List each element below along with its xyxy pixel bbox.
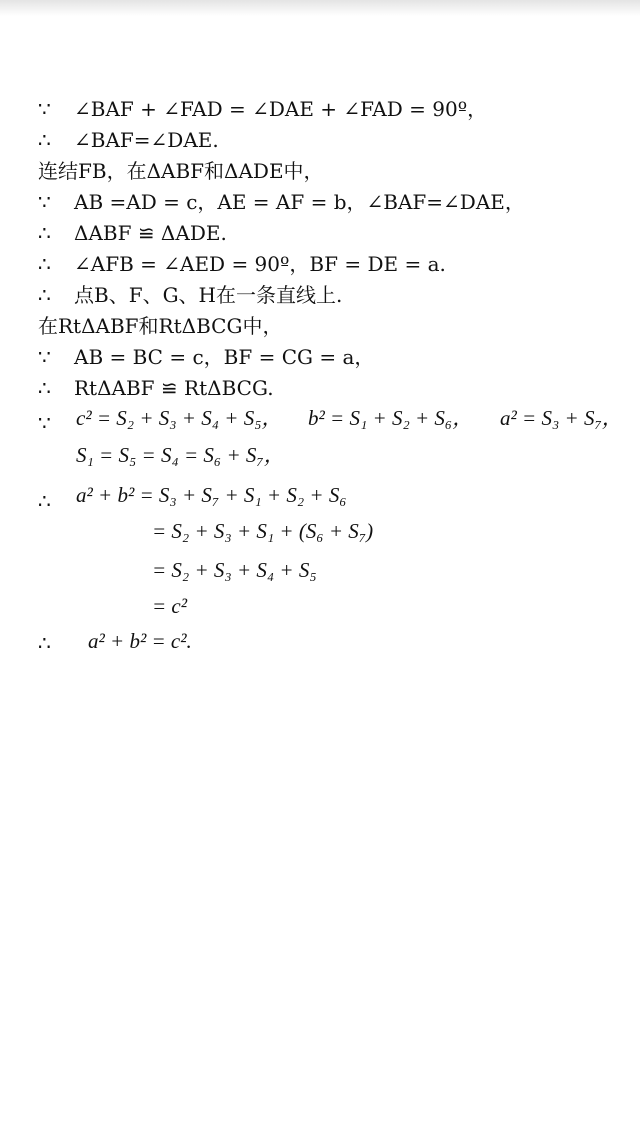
- line-text: AB = BC = c，BF = CG = a，: [74, 345, 375, 369]
- equation-b-squared: b² = S₁ + S₂ + S₆，: [308, 406, 474, 430]
- proof-line-3: [38, 156, 324, 186]
- therefore-symbol: ∴: [38, 283, 51, 307]
- because-symbol: ∵: [38, 190, 51, 214]
- proof-line-8: [38, 311, 282, 341]
- proof-line-7: [38, 280, 342, 310]
- equation-sum-4: = c²: [152, 594, 188, 618]
- line-text: ΔABF ≌ ΔADE.: [74, 221, 227, 245]
- proof-line-5: [38, 218, 227, 248]
- because-symbol: ∵: [38, 411, 51, 435]
- proof-line-9: [38, 342, 374, 372]
- line-text: ∠AFB = ∠AED = 90º，BF = DE = a.: [74, 252, 446, 276]
- line-text: RtΔABF ≌ RtΔBCG.: [74, 376, 274, 400]
- proof-line-1: [38, 94, 487, 124]
- proof-line-2: [38, 125, 219, 155]
- line-text: 在RtΔABF和RtΔBCG中，: [38, 314, 283, 338]
- line-text: 点B、F、G、H在一条直线上.: [74, 283, 343, 307]
- therefore-symbol: ∴: [38, 376, 51, 400]
- because-symbol: ∵: [38, 345, 51, 369]
- line-text: 连结FB，在ΔABF和ΔADE中，: [38, 159, 324, 183]
- proof-line-6: [38, 249, 446, 279]
- line-text: ∠BAF=∠DAE.: [74, 128, 219, 152]
- proof-line-4: [38, 187, 525, 217]
- therefore-symbol: ∴: [38, 221, 51, 245]
- therefore-symbol: ∴: [38, 489, 51, 513]
- line-text: AB =AD = c，AE = AF = b，∠BAF=∠DAE，: [74, 190, 525, 214]
- equation-sum-1: a² + b² = S₃ + S₇ + S₁ + S₂ + S₆: [76, 483, 347, 507]
- equation-s-equal: S₁ = S₅ = S₄ = S₆ + S₇，: [76, 443, 285, 467]
- equation-a-squared: a² = S₃ + S₇，: [500, 406, 623, 430]
- therefore-symbol: ∴: [38, 128, 51, 152]
- therefore-symbol: ∴: [38, 252, 51, 276]
- equation-c-squared: c² = S₂ + S₃ + S₄ + S₅，: [76, 406, 283, 430]
- proof-line-10: [38, 373, 274, 403]
- equation-sum-3: = S₂ + S₃ + S₄ + S₅: [152, 558, 317, 582]
- because-symbol: ∵: [38, 97, 51, 121]
- equation-conclusion: a² + b² = c².: [88, 629, 192, 653]
- therefore-symbol: ∴: [38, 631, 51, 655]
- equation-sum-2: = S₂ + S₃ + S₁ + (S₆ + S₇): [152, 519, 374, 543]
- line-text: ∠BAF + ∠FAD = ∠DAE + ∠FAD = 90º，: [74, 97, 488, 121]
